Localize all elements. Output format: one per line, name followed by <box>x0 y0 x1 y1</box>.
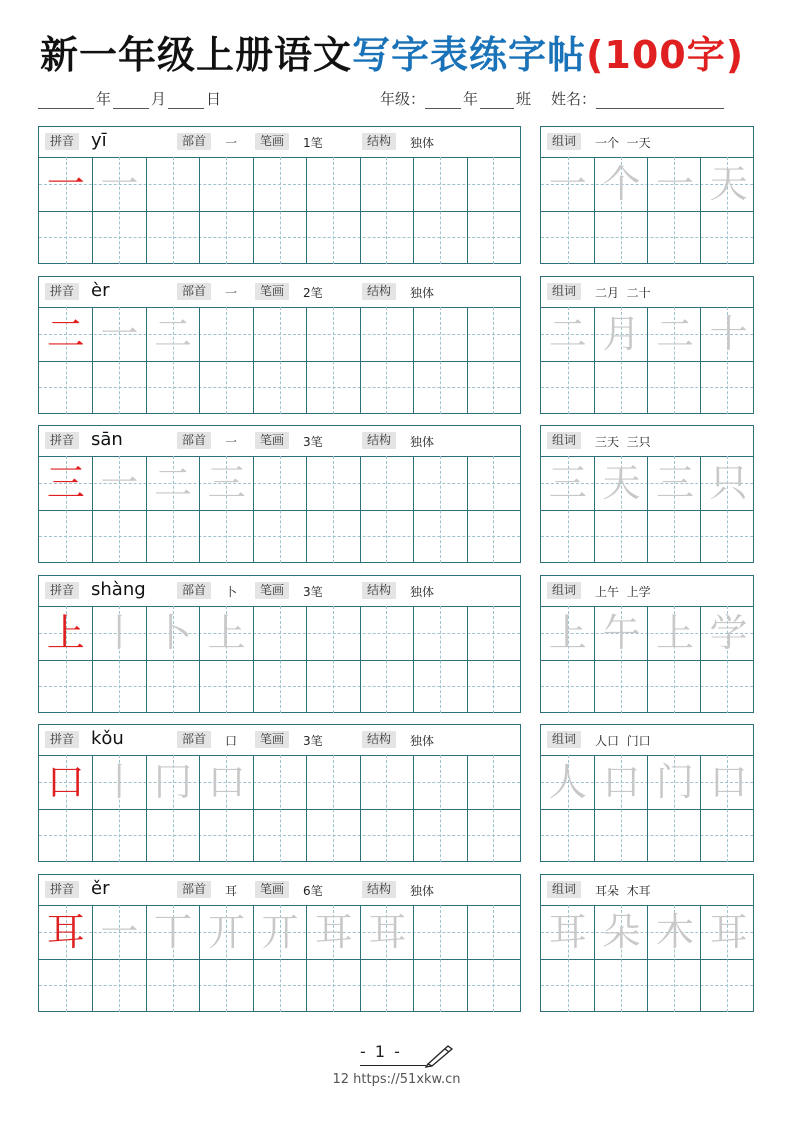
writing-panel <box>38 425 521 563</box>
pinyin-value: yī <box>91 130 107 151</box>
word-character: 耳 <box>709 910 748 954</box>
month-blank[interactable] <box>113 92 149 109</box>
word-character: 一 <box>548 162 587 206</box>
words-panel <box>540 874 754 1012</box>
strokes-tag: 笔画 <box>255 881 289 898</box>
word-character: 天 <box>709 162 748 206</box>
word-character: 耳 <box>548 910 587 954</box>
pinyin-value: shàng <box>91 579 146 600</box>
words-info-bar <box>541 426 753 457</box>
words-tag: 组词 <box>547 582 581 599</box>
footer-underline <box>360 1065 426 1066</box>
strokes-tag: 笔画 <box>255 133 289 150</box>
trace-stroke: 冂 <box>153 760 192 804</box>
trace-stroke: 耳 <box>368 910 407 954</box>
grade-blank[interactable] <box>425 92 461 109</box>
words-panel <box>540 575 754 713</box>
title-part-count: (100字) <box>586 33 745 77</box>
words-tag: 组词 <box>547 432 581 449</box>
word-character: 朵 <box>602 910 641 954</box>
pinyin-value: ěr <box>91 878 110 899</box>
page-number: - 1 - <box>360 1042 402 1061</box>
name-label: 姓名： <box>551 90 597 108</box>
structure-tag: 结构 <box>362 731 396 748</box>
trace-stroke: 一 <box>100 162 139 206</box>
trace-stroke: 丨 <box>100 760 139 804</box>
char-info-bar <box>39 127 520 158</box>
trace-stroke: 丨 <box>100 611 139 655</box>
word-character: 口 <box>709 760 748 804</box>
practice-row <box>38 874 754 1012</box>
word-character: 一 <box>655 162 694 206</box>
structure-value: 独体 <box>410 136 435 150</box>
word-character: 二 <box>548 312 587 356</box>
pinyin-tag: 拼音 <box>45 731 79 748</box>
practice-row <box>38 724 754 862</box>
page-title <box>40 24 744 79</box>
structure-value: 独体 <box>410 884 435 898</box>
model-character: 三 <box>46 461 85 505</box>
word-character: 三 <box>655 461 694 505</box>
title-part-workbook: 写字表练字帖 <box>352 33 587 77</box>
trace-stroke: 一 <box>100 312 139 356</box>
class-fields <box>380 88 724 109</box>
words-info-bar <box>541 576 753 607</box>
word-character: 人 <box>548 760 587 804</box>
strokes-value: 3笔 <box>303 435 323 449</box>
word-character: 木 <box>655 910 694 954</box>
trace-stroke: 上 <box>207 611 246 655</box>
trace-stroke: 二 <box>153 312 192 356</box>
model-character: 口 <box>46 760 85 804</box>
char-info-bar <box>39 277 520 308</box>
char-info-bar <box>39 875 520 906</box>
grade-label: 年级： <box>380 90 426 108</box>
words-tag: 组词 <box>547 881 581 898</box>
word-character: 十 <box>709 312 748 356</box>
name-blank[interactable] <box>596 92 724 109</box>
writing-panel <box>38 874 521 1012</box>
month-label: 月 <box>151 90 167 108</box>
structure-tag: 结构 <box>362 283 396 300</box>
radical-tag: 部首 <box>177 432 211 449</box>
trace-stroke: 丅 <box>153 910 192 954</box>
pinyin-tag: 拼音 <box>45 283 79 300</box>
strokes-tag: 笔画 <box>255 731 289 748</box>
word-character: 二 <box>655 312 694 356</box>
radical-tag: 部首 <box>177 881 211 898</box>
trace-stroke: 卜 <box>153 611 192 655</box>
footer-url: 12 https://51xkw.cn <box>332 1072 461 1087</box>
words-info-bar <box>541 127 753 158</box>
radical-value: 一 <box>225 136 238 150</box>
trace-stroke: 三 <box>207 461 246 505</box>
year-blank[interactable] <box>38 92 94 109</box>
grade-year-label: 年 <box>463 90 479 108</box>
words-value: 人口 门口 <box>595 734 651 748</box>
practice-row <box>38 425 754 563</box>
words-panel <box>540 276 754 414</box>
radical-tag: 部首 <box>177 283 211 300</box>
structure-tag: 结构 <box>362 432 396 449</box>
class-label: 班 <box>516 90 532 108</box>
practice-row <box>38 126 754 264</box>
structure-value: 独体 <box>410 734 435 748</box>
word-character: 个 <box>602 162 641 206</box>
structure-value: 独体 <box>410 585 435 599</box>
year-label: 年 <box>96 90 112 108</box>
word-character: 上 <box>548 611 587 655</box>
strokes-value: 2笔 <box>303 286 323 300</box>
practice-row <box>38 575 754 713</box>
model-character: 耳 <box>46 910 85 954</box>
char-info-bar <box>39 576 520 607</box>
day-label: 日 <box>206 90 222 108</box>
radical-tag: 部首 <box>177 582 211 599</box>
word-character: 月 <box>602 312 641 356</box>
writing-panel <box>38 575 521 713</box>
class-blank[interactable] <box>480 92 514 109</box>
radical-tag: 部首 <box>177 133 211 150</box>
model-character: 上 <box>46 611 85 655</box>
strokes-tag: 笔画 <box>255 432 289 449</box>
pinyin-tag: 拼音 <box>45 582 79 599</box>
words-tag: 组词 <box>547 133 581 150</box>
strokes-tag: 笔画 <box>255 283 289 300</box>
radical-tag: 部首 <box>177 731 211 748</box>
word-character: 只 <box>709 461 748 505</box>
radical-value: 一 <box>225 435 238 449</box>
trace-stroke: 一 <box>100 461 139 505</box>
trace-stroke: 丌 <box>207 910 246 954</box>
student-info-line <box>38 88 754 112</box>
word-character: 上 <box>655 611 694 655</box>
strokes-tag: 笔画 <box>255 582 289 599</box>
trace-stroke: 丌 <box>261 910 300 954</box>
pinyin-value: kǒu <box>91 728 124 749</box>
structure-value: 独体 <box>410 286 435 300</box>
char-info-bar <box>39 426 520 457</box>
writing-panel <box>38 724 521 862</box>
pinyin-value: èr <box>91 280 110 301</box>
words-value: 一个 一天 <box>595 136 651 150</box>
char-info-bar <box>39 725 520 756</box>
trace-stroke: 一 <box>100 910 139 954</box>
strokes-value: 3笔 <box>303 585 323 599</box>
pen-icon <box>424 1042 456 1068</box>
structure-tag: 结构 <box>362 881 396 898</box>
strokes-value: 1笔 <box>303 136 323 150</box>
words-value: 二月 二十 <box>595 286 651 300</box>
date-fields <box>38 88 223 109</box>
words-tag: 组词 <box>547 731 581 748</box>
word-character: 口 <box>602 760 641 804</box>
words-value: 上午 上学 <box>595 585 651 599</box>
word-character: 天 <box>602 461 641 505</box>
words-tag: 组词 <box>547 283 581 300</box>
writing-panel <box>38 276 521 414</box>
pinyin-tag: 拼音 <box>45 432 79 449</box>
word-character: 三 <box>548 461 587 505</box>
words-panel <box>540 425 754 563</box>
words-value: 耳朵 木耳 <box>595 884 651 898</box>
model-character: 一 <box>46 162 85 206</box>
title-part-grade: 新一年级上册语文 <box>40 33 353 77</box>
pinyin-tag: 拼音 <box>45 133 79 150</box>
words-info-bar <box>541 725 753 756</box>
words-panel <box>540 724 754 862</box>
trace-stroke: 二 <box>153 461 192 505</box>
words-panel <box>540 126 754 264</box>
word-character: 午 <box>602 611 641 655</box>
day-blank[interactable] <box>168 92 204 109</box>
pinyin-value: sān <box>91 429 123 450</box>
model-character: 二 <box>46 312 85 356</box>
practice-row <box>38 276 754 414</box>
pinyin-tag: 拼音 <box>45 881 79 898</box>
radical-value: 耳 <box>225 884 238 898</box>
radical-value: 卜 <box>225 585 238 599</box>
words-info-bar <box>541 277 753 308</box>
radical-value: 一 <box>225 286 238 300</box>
strokes-value: 6笔 <box>303 884 323 898</box>
words-value: 三天 三只 <box>595 435 651 449</box>
writing-panel <box>38 126 521 264</box>
structure-tag: 结构 <box>362 582 396 599</box>
structure-value: 独体 <box>410 435 435 449</box>
trace-stroke: 耳 <box>314 910 353 954</box>
word-character: 门 <box>655 760 694 804</box>
strokes-value: 3笔 <box>303 734 323 748</box>
word-character: 学 <box>709 611 748 655</box>
trace-stroke: 口 <box>207 760 246 804</box>
structure-tag: 结构 <box>362 133 396 150</box>
words-info-bar <box>541 875 753 906</box>
radical-value: 口 <box>225 734 238 748</box>
